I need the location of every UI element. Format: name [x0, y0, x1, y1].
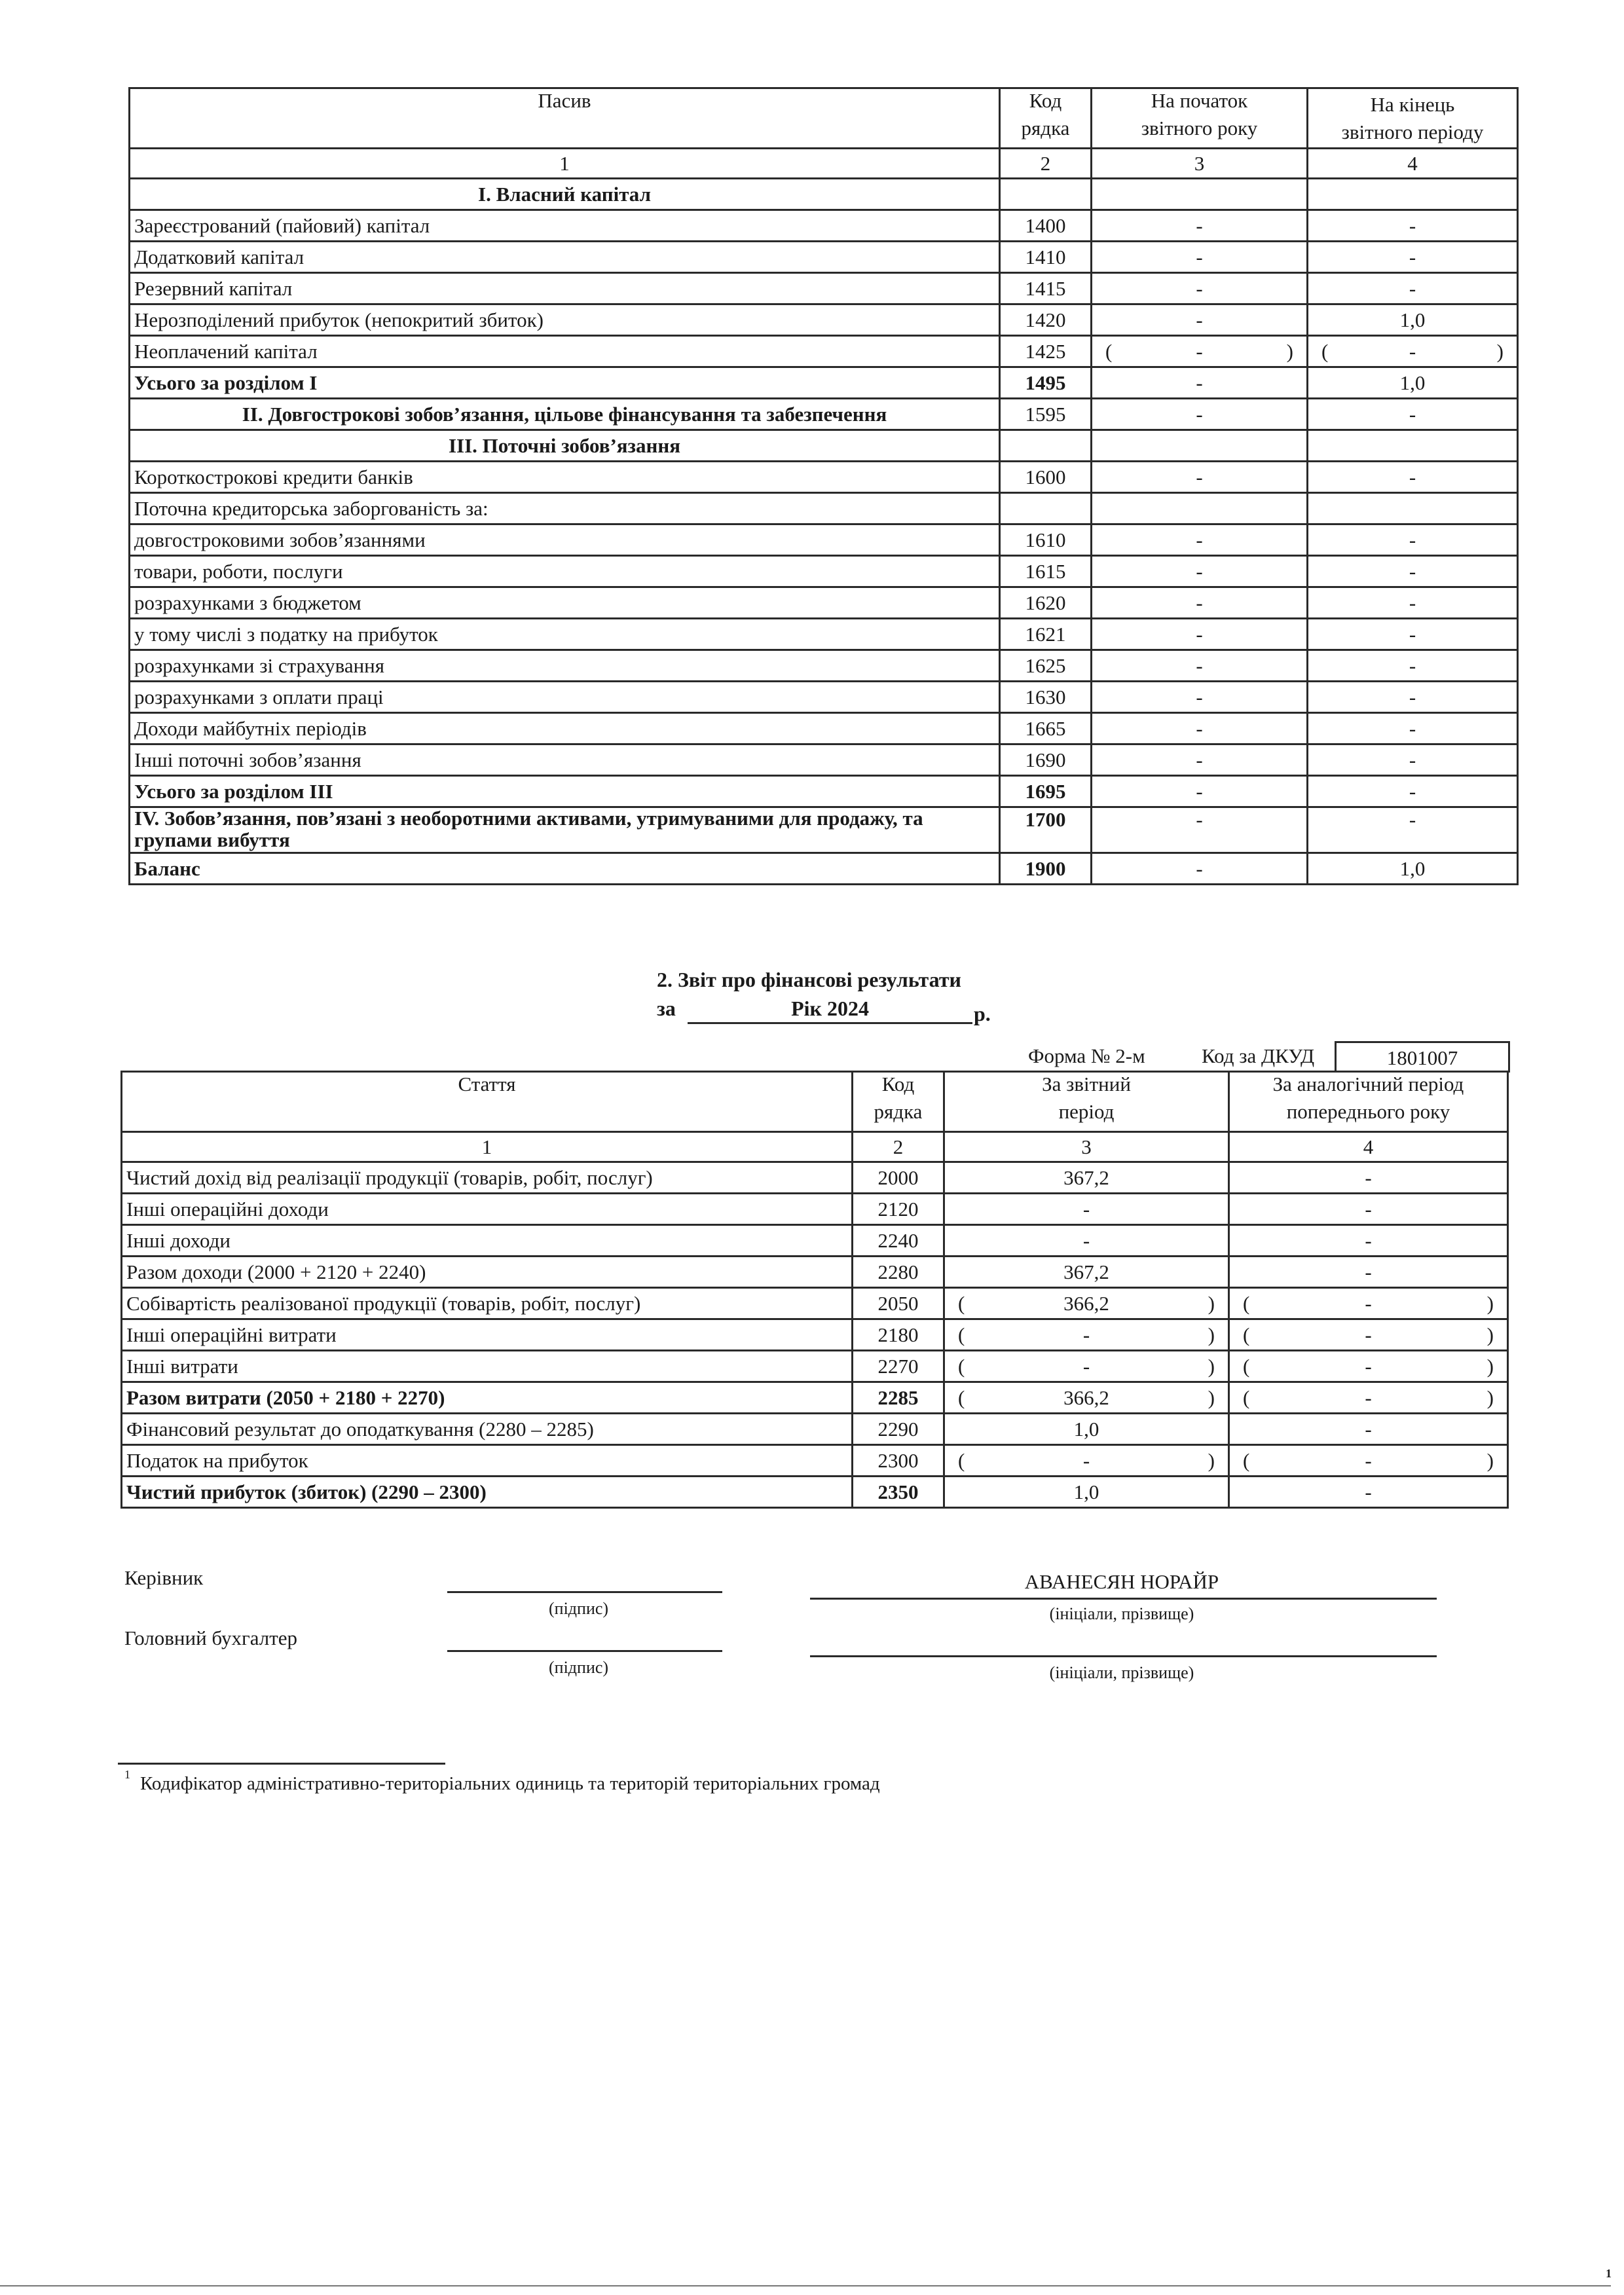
period-suffix: р. — [974, 1002, 991, 1025]
director-signature-line — [447, 1591, 722, 1593]
row-code: 1400 — [1000, 210, 1092, 242]
col-number: 1 — [122, 1132, 853, 1162]
col-number: 3 — [944, 1132, 1229, 1162]
previous-period-value: ( - ) — [1229, 1445, 1508, 1477]
table-row — [122, 1445, 1508, 1477]
header-liabilities: Пасив — [130, 88, 1000, 149]
start-of-year-value: - — [1092, 776, 1308, 807]
row-label: Інші операційні доходи — [122, 1194, 853, 1225]
row-label: Разом доходи (2000 + 2120 + 2240) — [122, 1257, 853, 1288]
start-of-year-value: - — [1092, 744, 1308, 776]
end-of-period-value: - — [1308, 524, 1518, 556]
table-row — [122, 1257, 1508, 1288]
column-number-row — [130, 149, 1518, 179]
start-of-year-value: - — [1092, 367, 1308, 399]
start-of-year-value: - — [1092, 587, 1308, 619]
table-row — [130, 336, 1518, 367]
row-code: 1410 — [1000, 242, 1092, 273]
current-period-value: ( 366,2 ) — [944, 1382, 1229, 1414]
start-of-year-value: - — [1092, 807, 1308, 853]
table-row — [122, 1194, 1508, 1225]
table-row — [130, 744, 1518, 776]
row-code — [1000, 493, 1092, 524]
signature-caption: (підпис) — [549, 1658, 609, 1677]
end-of-period-value: - — [1308, 399, 1518, 430]
previous-period-value: - — [1229, 1477, 1508, 1508]
previous-period-value: ( - ) — [1229, 1351, 1508, 1382]
start-of-year-value: - — [1092, 462, 1308, 493]
row-code: 2270 — [853, 1351, 944, 1382]
current-period-value: 367,2 — [944, 1257, 1229, 1288]
table-row — [130, 650, 1518, 682]
table-row — [130, 682, 1518, 713]
form-number: Форма № 2-м — [1028, 1044, 1145, 1067]
row-label: Чистий дохід від реалізації продукції (товарів, робіт, послуг) — [122, 1162, 853, 1194]
end-of-period-value: 1,0 — [1308, 853, 1518, 885]
row-label: Додатковий капітал — [130, 242, 1000, 273]
start-of-year-value: - — [1092, 399, 1308, 430]
row-label: Баланс — [130, 853, 1000, 885]
row-label: Інші операційні витрати — [122, 1319, 853, 1351]
table-row — [130, 776, 1518, 807]
row-label: Доходи майбутніх періодів — [130, 713, 1000, 744]
director-label: Керівник — [124, 1566, 204, 1589]
row-code: 1690 — [1000, 744, 1092, 776]
row-label: Зареєстрований (пайовий) капітал — [130, 210, 1000, 242]
row-label: розрахунками з оплати праці — [130, 682, 1000, 713]
start-of-year-value: - — [1092, 210, 1308, 242]
header-previous-period: За аналогічний період попереднього року — [1229, 1072, 1508, 1132]
table-row — [130, 619, 1518, 650]
row-label: товари, роботи, послуги — [130, 556, 1000, 587]
page-bottom-edge — [0, 2285, 1611, 2286]
end-of-period-value: - — [1308, 619, 1518, 650]
current-period-value: ( 366,2 ) — [944, 1288, 1229, 1319]
row-label: Інші поточні зобов’язання — [130, 744, 1000, 776]
previous-period-value: ( - ) — [1229, 1382, 1508, 1414]
director-name-line — [810, 1598, 1437, 1600]
table-row — [130, 242, 1518, 273]
row-label: Разом витрати (2050 + 2180 + 2270) — [122, 1382, 853, 1414]
table-row — [130, 210, 1518, 242]
col-number: 4 — [1229, 1132, 1508, 1162]
table-row — [130, 853, 1518, 885]
row-label: I. Власний капітал — [130, 179, 1000, 210]
row-code: 1600 — [1000, 462, 1092, 493]
row-code: 2120 — [853, 1194, 944, 1225]
row-label: III. Поточні зобов’язання — [130, 430, 1000, 462]
row-label: розрахунками з бюджетом — [130, 587, 1000, 619]
col-number: 2 — [853, 1132, 944, 1162]
table-header-row — [122, 1072, 1508, 1132]
table-row — [130, 273, 1518, 304]
row-code: 1420 — [1000, 304, 1092, 336]
row-code: 1665 — [1000, 713, 1092, 744]
end-of-period-value: 1,0 — [1308, 367, 1518, 399]
row-label: Усього за розділом III — [130, 776, 1000, 807]
row-code: 1615 — [1000, 556, 1092, 587]
start-of-year-value: - — [1092, 650, 1308, 682]
name-caption: (ініціали, прізвище) — [1049, 1663, 1194, 1682]
table-header-row — [130, 88, 1518, 149]
header-end-of-period: На кінець звітного періоду — [1308, 88, 1518, 149]
row-code — [1000, 179, 1092, 210]
table-row — [130, 713, 1518, 744]
start-of-year-value: - — [1092, 713, 1308, 744]
previous-period-value: - — [1229, 1225, 1508, 1257]
row-code: 2240 — [853, 1225, 944, 1257]
col-number: 3 — [1092, 149, 1308, 179]
row-code: 1630 — [1000, 682, 1092, 713]
row-code: 1700 — [1000, 807, 1092, 853]
previous-period-value: - — [1229, 1194, 1508, 1225]
end-of-period-value: - — [1308, 682, 1518, 713]
row-label: Інші витрати — [122, 1351, 853, 1382]
row-code: 1621 — [1000, 619, 1092, 650]
row-label: IV. Зобов’язання, пов’язані з необоротними активами, утримуваними для продажу, та групами вибуття — [130, 807, 1000, 853]
table-row — [130, 524, 1518, 556]
current-period-value: 367,2 — [944, 1162, 1229, 1194]
end-of-period-value: - — [1308, 210, 1518, 242]
table-row — [122, 1162, 1508, 1194]
section-header-row — [130, 430, 1518, 462]
start-of-year-value — [1092, 179, 1308, 210]
row-code: 1595 — [1000, 399, 1092, 430]
table-row — [122, 1319, 1508, 1351]
dkud-label: Код за ДКУД — [1202, 1044, 1315, 1067]
current-period-value: 1,0 — [944, 1414, 1229, 1445]
signature-caption: (підпис) — [549, 1599, 609, 1618]
previous-period-value: - — [1229, 1162, 1508, 1194]
end-of-period-value — [1308, 179, 1518, 210]
end-of-period-value — [1308, 493, 1518, 524]
start-of-year-value: - — [1092, 619, 1308, 650]
header-code: Код рядка — [853, 1072, 944, 1132]
current-period-value: - — [944, 1194, 1229, 1225]
accountant-signature-line — [447, 1650, 722, 1652]
current-period-value: - — [944, 1225, 1229, 1257]
row-code: 1415 — [1000, 273, 1092, 304]
row-label: Усього за розділом I — [130, 367, 1000, 399]
row-label: Поточна кредиторська заборгованість за: — [130, 493, 1000, 524]
current-period-value: ( - ) — [944, 1445, 1229, 1477]
row-code: 2290 — [853, 1414, 944, 1445]
row-label: Неоплачений капітал — [130, 336, 1000, 367]
table-row — [130, 556, 1518, 587]
current-period-value: ( - ) — [944, 1351, 1229, 1382]
end-of-period-value: - — [1308, 650, 1518, 682]
row-label: Чистий прибуток (збиток) (2290 – 2300) — [122, 1477, 853, 1508]
financial-results-title: 2. Звіт про фінансові результати — [657, 968, 961, 991]
header-code: Код рядка — [1000, 88, 1092, 149]
row-code: 1620 — [1000, 587, 1092, 619]
row-code: 2300 — [853, 1445, 944, 1477]
row-code: 2180 — [853, 1319, 944, 1351]
row-code: 2280 — [853, 1257, 944, 1288]
header-current-period: За звітний період — [944, 1072, 1229, 1132]
row-code: 2000 — [853, 1162, 944, 1194]
footnote-divider — [118, 1763, 445, 1765]
row-label: Собівартість реалізованої продукції (товарів, робіт, послуг) — [122, 1288, 853, 1319]
end-of-period-value: - — [1308, 273, 1518, 304]
start-of-year-value: - — [1092, 682, 1308, 713]
table-row — [130, 807, 1518, 853]
start-of-year-value — [1092, 430, 1308, 462]
row-code: 2350 — [853, 1477, 944, 1508]
row-label: довгостроковими зобов’язаннями — [130, 524, 1000, 556]
row-code: 1610 — [1000, 524, 1092, 556]
row-code: 2050 — [853, 1288, 944, 1319]
end-of-period-value: - — [1308, 713, 1518, 744]
end-of-period-value: - — [1308, 556, 1518, 587]
start-of-year-value: - — [1092, 556, 1308, 587]
table-row — [130, 587, 1518, 619]
accountant-label: Головний бухгалтер — [124, 1626, 298, 1649]
end-of-period-value: - — [1308, 462, 1518, 493]
start-of-year-value: - — [1092, 304, 1308, 336]
column-number-row — [122, 1132, 1508, 1162]
row-code: 1495 — [1000, 367, 1092, 399]
period-value: Рік 2024 — [688, 997, 972, 1024]
row-label: у тому числі з податку на прибуток — [130, 619, 1000, 650]
table-row — [130, 367, 1518, 399]
row-label: Фінансовий результат до оподаткування (2280 – 2285) — [122, 1414, 853, 1445]
previous-period-value: - — [1229, 1257, 1508, 1288]
col-number: 4 — [1308, 149, 1518, 179]
table-row — [122, 1414, 1508, 1445]
row-code: 1425 — [1000, 336, 1092, 367]
section-header-row — [130, 179, 1518, 210]
row-label: Інші доходи — [122, 1225, 853, 1257]
table-row — [122, 1382, 1508, 1414]
header-start-of-year: На початок звітного року — [1092, 88, 1308, 149]
start-of-year-value: - — [1092, 242, 1308, 273]
current-period-value: 1,0 — [944, 1477, 1229, 1508]
footnote-marker: 1 — [124, 1768, 130, 1781]
end-of-period-value: - — [1308, 242, 1518, 273]
accountant-name-line — [810, 1655, 1437, 1657]
end-of-period-value — [1308, 430, 1518, 462]
table-row — [122, 1225, 1508, 1257]
header-item: Стаття — [122, 1072, 853, 1132]
row-code — [1000, 430, 1092, 462]
end-of-period-value: 1,0 — [1308, 304, 1518, 336]
table-row — [122, 1477, 1508, 1508]
dkud-code: 1801007 — [1335, 1041, 1510, 1073]
period-prefix: за — [657, 997, 676, 1020]
previous-period-value: ( - ) — [1229, 1319, 1508, 1351]
current-period-value: ( - ) — [944, 1319, 1229, 1351]
row-label: II. Довгострокові зобов’язання, цільове фінансування та забезпечення — [130, 399, 1000, 430]
table-row — [122, 1288, 1508, 1319]
start-of-year-value: - — [1092, 853, 1308, 885]
start-of-year-value — [1092, 493, 1308, 524]
row-label: розрахунками зі страхування — [130, 650, 1000, 682]
row-code: 1625 — [1000, 650, 1092, 682]
section-header-row — [130, 399, 1518, 430]
financial-results-table — [120, 1071, 1509, 1509]
table-row — [130, 462, 1518, 493]
row-code: 1695 — [1000, 776, 1092, 807]
row-code: 2285 — [853, 1382, 944, 1414]
start-of-year-value: - — [1092, 524, 1308, 556]
end-of-period-value: - — [1308, 776, 1518, 807]
row-label: Нерозподілений прибуток (непокритий збиток) — [130, 304, 1000, 336]
footnote-text: Кодифікатор адміністративно-територіальних одиниць та територій територіальних громад — [140, 1773, 880, 1794]
balance-sheet-liabilities-table — [128, 87, 1519, 885]
table-row — [130, 304, 1518, 336]
name-caption: (ініціали, прізвище) — [1049, 1604, 1194, 1623]
table-row — [130, 493, 1518, 524]
row-code: 1900 — [1000, 853, 1092, 885]
previous-period-value: - — [1229, 1414, 1508, 1445]
director-name: АВАНЕСЯН НОРАЙР — [1024, 1570, 1219, 1593]
previous-period-value: ( - ) — [1229, 1288, 1508, 1319]
end-of-period-value: - — [1308, 587, 1518, 619]
row-label: Короткострокові кредити банків — [130, 462, 1000, 493]
row-label: Резервний капітал — [130, 273, 1000, 304]
start-of-year-value: - — [1092, 273, 1308, 304]
start-of-year-value: ( - ) — [1092, 336, 1308, 367]
col-number: 2 — [1000, 149, 1092, 179]
table-row — [122, 1351, 1508, 1382]
col-number: 1 — [130, 149, 1000, 179]
row-label: Податок на прибуток — [122, 1445, 853, 1477]
page-number-mark: 1 — [1606, 2267, 1612, 2280]
end-of-period-value: ( - ) — [1308, 336, 1518, 367]
end-of-period-value: - — [1308, 744, 1518, 776]
end-of-period-value: - — [1308, 807, 1518, 853]
